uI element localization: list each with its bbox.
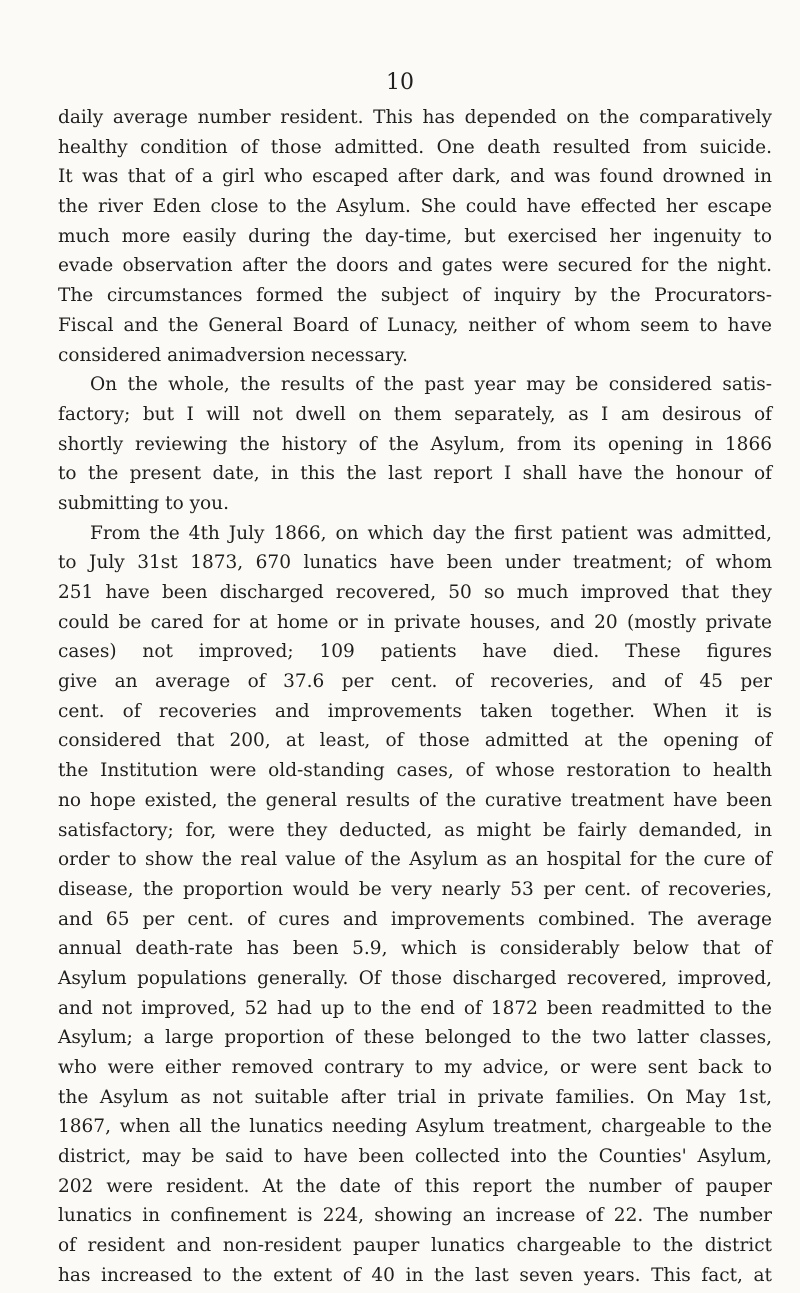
text-line: Fiscal and the General Board of Lunacy, neither of whom seem to have	[58, 314, 772, 336]
text-line: The circumstances formed the subject of inquiry by the Procurators-	[58, 285, 772, 307]
text-line: lunatics in confinement is 224, showing an increase of 22. The number	[58, 1205, 772, 1227]
text-line: daily average number resident. This has depended on the comparatively	[58, 107, 772, 128]
text-line: to July 31st 1873, 670 lunatics have been under treatment; of whom	[58, 552, 772, 574]
text-line: order to show the real value of the Asylum as an hospital for the cure of	[58, 849, 772, 871]
text-line: give an average of 37.6 per cent. of recoveries, and of 45 per	[58, 671, 772, 693]
text-line: On the whole, the results of the past year may be considered satis-	[90, 374, 772, 396]
text-line: cases) not improved; 109 patients have died. These figures	[58, 641, 772, 663]
text-line: shortly reviewing the history of the Asylum, from its opening in 1866	[58, 433, 772, 455]
text-line: satisfactory; for, were they deducted, as might be fairly demanded, in	[58, 819, 772, 841]
text-line: has increased to the extent of 40 in the last seven years. This fact, at	[58, 1264, 772, 1286]
text-line: cent. of recoveries and improvements taken together. When it is	[58, 700, 772, 722]
text-line: disease, the proportion would be very nearly 53 per cent. of recoveries,	[58, 878, 772, 900]
text-line: to the present date, in this the last report I shall have the honour of	[58, 463, 772, 485]
text-line: Asylum populations generally. Of those discharged recovered, improved,	[58, 967, 772, 989]
text-line: factory; but I will not dwell on them separately, as I am desirous of	[58, 403, 772, 425]
text-line: It was that of a girl who escaped after dark, and was found drowned in	[58, 166, 772, 188]
paragraph	[58, 519, 772, 1291]
text-line: From the 4th July 1866, on which day the first patient was admitted,	[90, 522, 772, 544]
text-line: 251 have been discharged recovered, 50 so much improved that they	[58, 582, 772, 603]
text-line: much more easily during the day-time, but exercised her ingenuity to	[58, 225, 772, 247]
page-number: 10	[386, 70, 414, 95]
text-line: of resident and non-resident pauper lunatics chargeable to the district	[58, 1235, 772, 1257]
text-line: the Asylum as not suitable after trial in private families. On May 1st,	[58, 1086, 772, 1108]
text-line: the river Eden close to the Asylum. She could have effected her escape	[58, 196, 772, 218]
text-line: no hope existed, the general results of the curative treatment have been	[58, 789, 772, 811]
text-line: evade observation after the doors and gates were secured for the night.	[58, 255, 772, 277]
text-line: submitting to you.	[58, 492, 229, 514]
text-line: could be cared for at home or in private houses, and 20 (mostly private	[58, 611, 772, 633]
text-line: and 65 per cent. of cures and improvements combined. The average	[58, 908, 772, 930]
text-line: the Institution were old-standing cases, of whose restoration to health	[58, 760, 772, 782]
paragraph	[58, 370, 772, 518]
text-line: annual death-rate has been 5.9, which is considerably below that of	[58, 938, 772, 960]
text-line: and not improved, 52 had up to the end of 1872 been readmitted to the	[58, 997, 772, 1019]
text-line: who were either removed contrary to my advice, or were sent back to	[58, 1057, 772, 1078]
text-line: district, may be said to have been collected into the Counties' Asylum,	[58, 1146, 772, 1168]
text-line: considered that 200, at least, of those admitted at the opening of	[58, 730, 772, 752]
paragraph	[58, 103, 772, 370]
text-line: considered animadversion necessary.	[58, 344, 408, 366]
text-line: 1867, when all the lunatics needing Asylum treatment, chargeable to the	[58, 1116, 772, 1138]
text-line: Asylum; a large proportion of these belonged to the two latter classes,	[58, 1027, 772, 1049]
text-line: 202 were resident. At the date of this report the number of pauper	[58, 1175, 772, 1197]
body-text	[58, 103, 772, 1291]
text-line: healthy condition of those admitted. One death resulted from suicide.	[58, 136, 772, 158]
